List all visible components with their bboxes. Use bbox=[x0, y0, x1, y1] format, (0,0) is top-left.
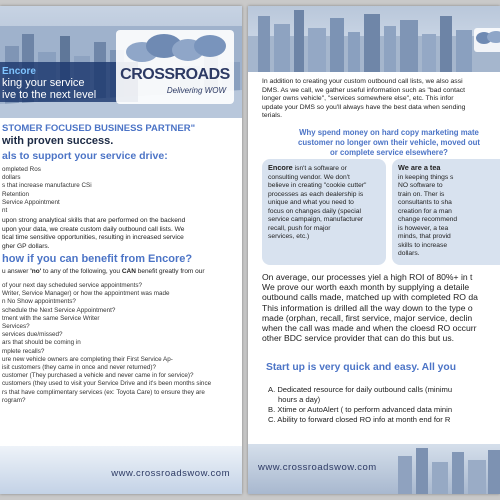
box-line: change recommend bbox=[398, 216, 458, 223]
paragraph-line: longer owns vehicle", "services somewhere else", etc. This infor bbox=[262, 95, 454, 103]
roi-paragraph bbox=[262, 272, 500, 343]
logo-clouds-icon bbox=[122, 32, 230, 64]
analytics-paragraph bbox=[2, 217, 240, 251]
list-text: Dedicated resource for daily outbound calls (minimu bbox=[277, 385, 453, 394]
paragraph-line: terials. bbox=[262, 112, 283, 120]
box-line: dollars. bbox=[398, 250, 420, 257]
list-item bbox=[268, 395, 500, 405]
box-line: train on. Ther is bbox=[398, 190, 445, 198]
paragraph-line: upon strong analytical skills that are performed on the backend bbox=[2, 217, 186, 224]
paragraph-line: DMS. As we call, we gather useful information such as "bad contact bbox=[262, 86, 466, 94]
paragraph-line: update your DMS so you'll always have the best data when sending bbox=[262, 103, 466, 111]
encore-info-box bbox=[262, 159, 386, 265]
footer-band-right bbox=[248, 444, 500, 494]
flyer-page-right bbox=[248, 6, 500, 494]
list-text: Ability to forward closed RO info at month end for R bbox=[277, 415, 451, 424]
goals-list bbox=[2, 166, 92, 215]
paragraph-line: when the call was made and when the cloesd RO occurr bbox=[262, 323, 477, 334]
answer-pre: u answer bbox=[2, 268, 31, 275]
startup-heading: Start up is very quick and easy. All you bbox=[266, 362, 456, 373]
tagline-line-1: king your service bbox=[2, 77, 85, 89]
box-title: We are a tea bbox=[398, 163, 441, 172]
question-item: Services? bbox=[2, 323, 30, 331]
paragraph-line: made (orphan, recall, first service, major service, declin bbox=[262, 312, 473, 323]
box-line: is however, a tea bbox=[398, 224, 449, 232]
question-item: tment with the same Service Writer bbox=[2, 314, 100, 322]
paragraph-line: We prove our worth eaxh month by supplying a detaile bbox=[262, 282, 470, 293]
box-line: skills to increase bbox=[398, 241, 448, 249]
list-item bbox=[268, 385, 500, 395]
box-line: processes as each dealership is bbox=[268, 190, 364, 198]
box-line: in keeping things s bbox=[398, 173, 454, 181]
city-skyline-image bbox=[248, 6, 500, 72]
box-line: focus on changes daily (special bbox=[268, 207, 361, 215]
website-url-left[interactable]: www.crossroadswow.com bbox=[111, 468, 230, 479]
question-line: Why spend money on hard copy marketing mate bbox=[299, 128, 479, 137]
question-list bbox=[2, 282, 211, 405]
encore-label: Encore bbox=[2, 66, 36, 77]
list-item: Retention bbox=[2, 190, 29, 198]
question-line: customer no longer own their vehicle, moved out bbox=[298, 138, 480, 147]
list-text: hours a day) bbox=[278, 395, 321, 404]
paragraph-line: other BDC service provider that can do this but us. bbox=[262, 333, 455, 344]
intro-paragraph bbox=[262, 78, 500, 121]
box-line: unique and what you need to bbox=[268, 199, 354, 206]
hero-banner bbox=[0, 6, 242, 118]
question-line: or complete service elsewhere? bbox=[330, 148, 448, 157]
hero-banner-right bbox=[248, 6, 500, 72]
flyer-page-left bbox=[0, 6, 242, 494]
tagline-line-2: ive to the next level bbox=[2, 89, 97, 101]
list-item: nt bbox=[2, 207, 8, 215]
list-item bbox=[268, 415, 500, 425]
footer-band-left bbox=[0, 446, 242, 494]
box-line: services, etc.) bbox=[268, 233, 310, 240]
question-item: Writer, Service Manager) or how the appointment was made bbox=[2, 290, 170, 298]
question-item: rs that have complimentary services (ex: Toyota Care) to ensure they are bbox=[2, 388, 205, 396]
answer-can: CAN bbox=[121, 268, 136, 275]
website-url-right[interactable]: www.crossroadswow.com bbox=[258, 462, 377, 473]
partner-heading: STOMER FOCUSED BUSINESS PARTNER" bbox=[2, 123, 196, 134]
marketing-question bbox=[278, 128, 500, 158]
proven-success-heading: with proven success. bbox=[2, 135, 114, 147]
question-item: customer (They purchased a vehicle and never came in for service)? bbox=[2, 372, 194, 380]
box-line: isn't a software or bbox=[292, 165, 347, 172]
question-item: isit customers (they came in once and never returned)? bbox=[2, 364, 156, 372]
question-item: ure new vehicle owners are completing their First Service Ap- bbox=[2, 355, 173, 363]
answer-instructions bbox=[2, 268, 205, 275]
question-item: services due/missed? bbox=[2, 331, 63, 339]
paragraph-line: tical time sensitive opportunities, resulting in increased service bbox=[2, 234, 184, 242]
list-label: B. bbox=[268, 405, 276, 414]
box-line: minds, that provid bbox=[398, 233, 451, 240]
list-item: s that increase manufacture CSi bbox=[2, 182, 92, 190]
paragraph-line: gher GP dollars. bbox=[2, 242, 50, 250]
box-line: service campaign, manufacturer bbox=[268, 216, 364, 223]
list-item: Service Appointment bbox=[2, 198, 60, 206]
list-item: ompleted Ros bbox=[2, 166, 41, 173]
question-item: customers (they used to visit your Service Drive and it's been months since bbox=[2, 380, 212, 388]
list-item: dollars bbox=[2, 174, 21, 182]
box-title: Encore bbox=[268, 163, 293, 172]
question-item: of your next day scheduled service appointments? bbox=[2, 282, 143, 289]
logo-clouds-icon bbox=[474, 28, 500, 52]
list-label: A. bbox=[268, 385, 276, 394]
logo-wordmark: CROSSROADS bbox=[120, 66, 230, 83]
requirements-list bbox=[268, 385, 500, 425]
list-text: Xtime or AutoAlert ( to perform advanced data minin bbox=[277, 405, 453, 414]
question-item: mplete recalls? bbox=[2, 347, 45, 355]
box-line: consulting vendor. We don't bbox=[268, 173, 350, 181]
answer-mid: to any of the following, you bbox=[41, 268, 122, 275]
box-line: recall, push for major bbox=[268, 224, 331, 232]
box-line: consultants to sha bbox=[398, 199, 452, 206]
answer-post: benefit greatly from our bbox=[135, 268, 205, 275]
paragraph-line: On average, our processes yiel a high ROI of 80%+ in t bbox=[262, 272, 473, 282]
list-item bbox=[268, 405, 500, 415]
crossroads-logo bbox=[116, 30, 234, 104]
paragraph-line: outbound calls made, matched up with completed RO da bbox=[262, 292, 478, 303]
team-info-box bbox=[392, 159, 500, 265]
answer-no: 'no' bbox=[30, 268, 42, 275]
paragraph-line: In addition to creating your custom outbound call lists, we also assi bbox=[262, 78, 463, 85]
list-label: C. bbox=[268, 415, 276, 424]
benefit-heading: how if you can benefit from Encore? bbox=[2, 253, 193, 265]
goals-heading: als to support your service drive: bbox=[2, 150, 168, 162]
paragraph-line: This information is drilled all the way down to the type o bbox=[262, 302, 473, 313]
question-item: rogram? bbox=[2, 396, 26, 404]
question-item: schedule the Next Service Appointment? bbox=[2, 306, 116, 314]
box-line: creation for a man bbox=[398, 207, 452, 215]
logo-tagline: Delivering WOW bbox=[166, 86, 226, 95]
question-item: ars that should be coming in bbox=[2, 339, 81, 347]
box-line: NO software to bbox=[398, 182, 443, 189]
box-line: believe in creating "cookie cutter" bbox=[268, 182, 367, 189]
question-item: n No Show appointments? bbox=[2, 298, 76, 306]
paragraph-line: upon your data, we create custom daily outbound call lists. We bbox=[2, 225, 185, 233]
